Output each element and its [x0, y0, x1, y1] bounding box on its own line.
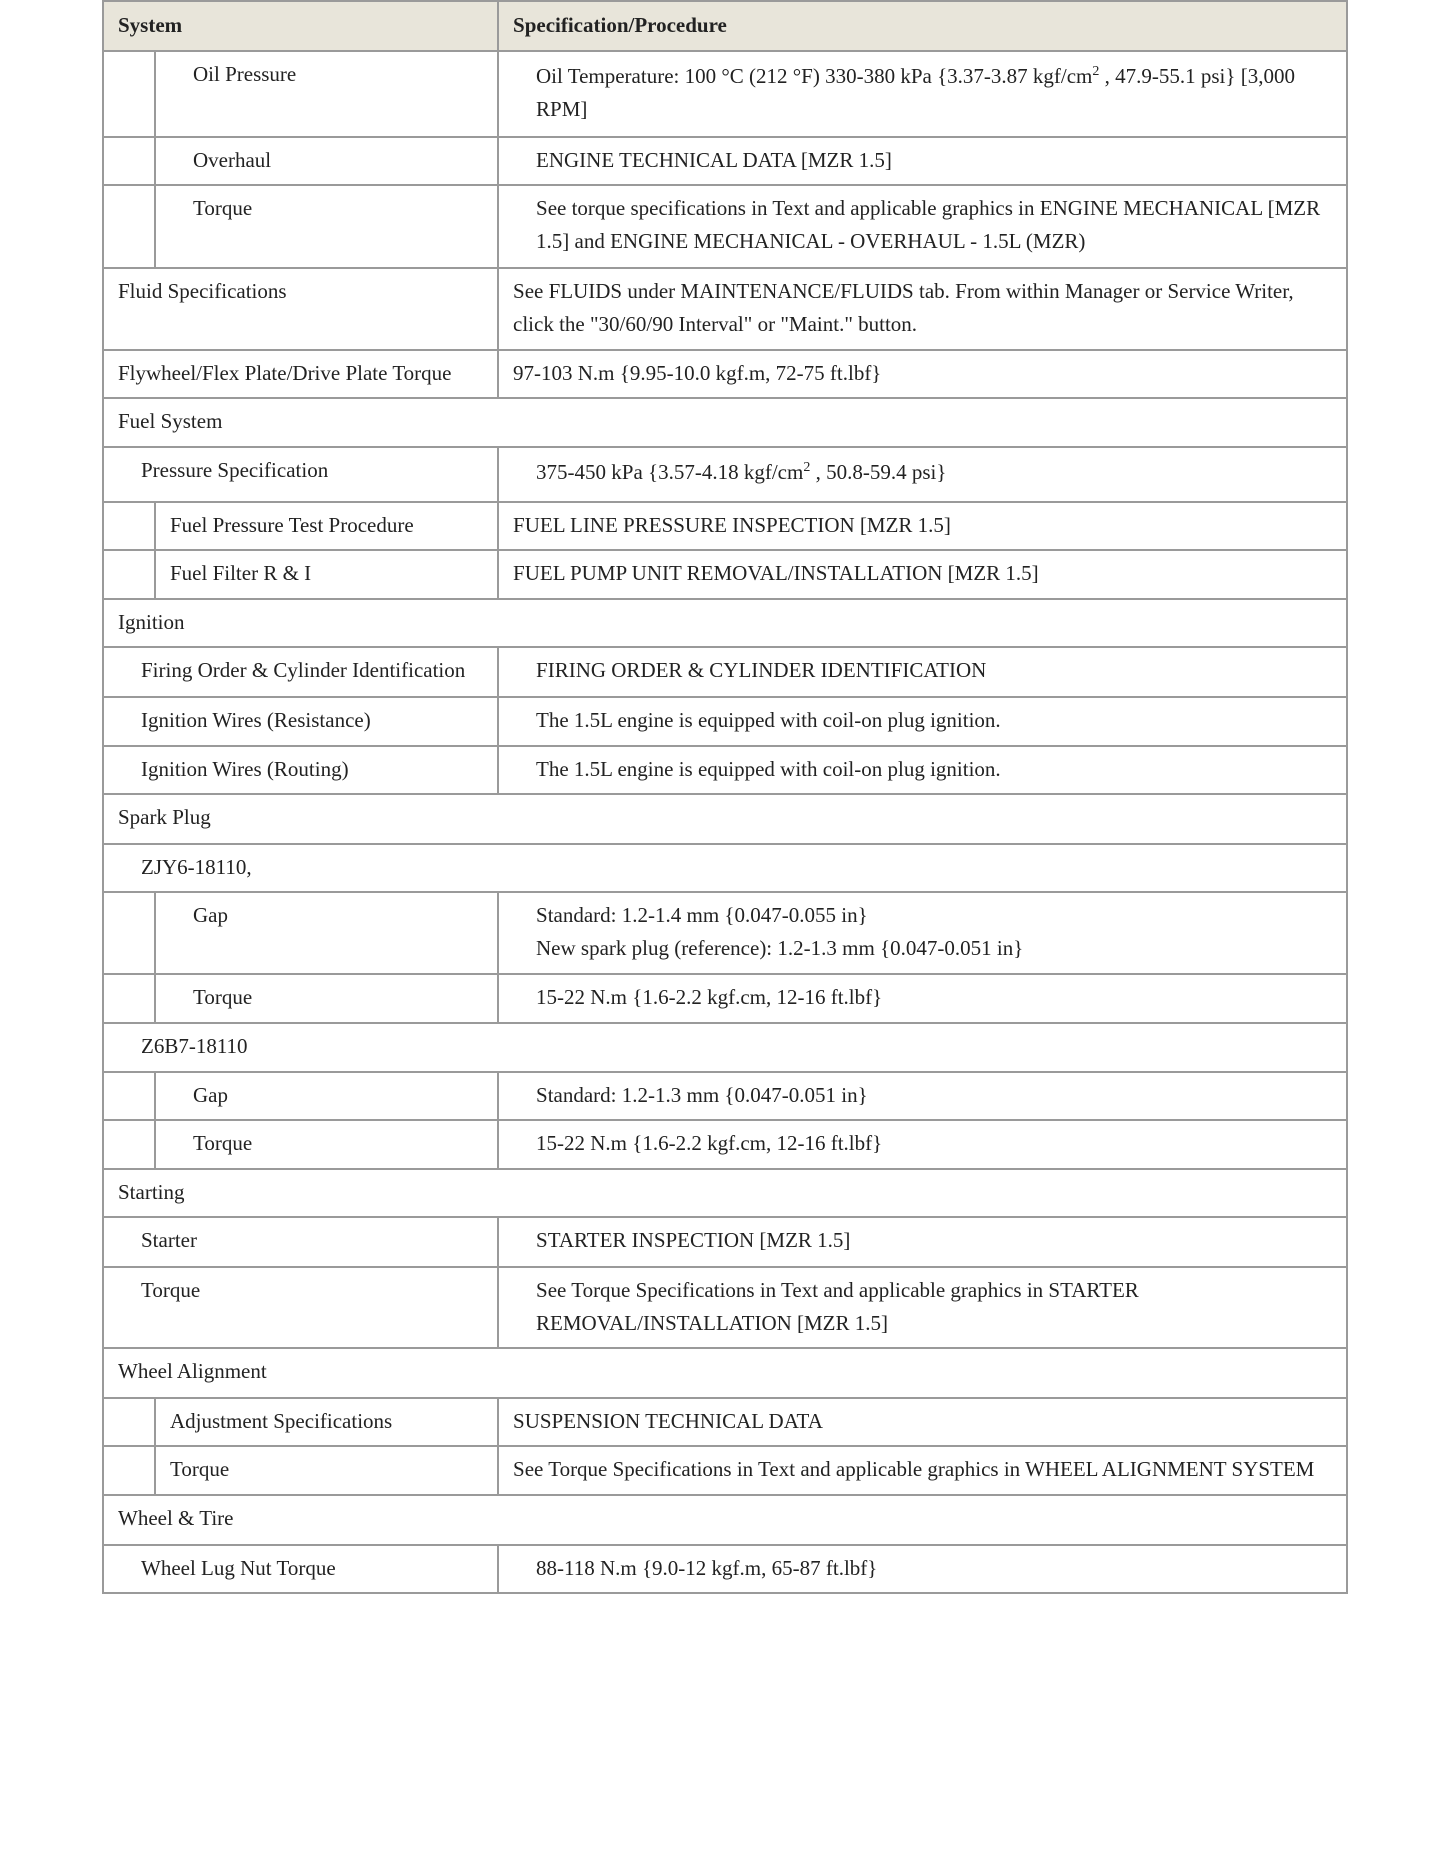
row-value: 97-103 N.m {9.95-10.0 kgf.m, 72-75 ft.lbf} [498, 350, 1347, 398]
table-row [103, 1267, 1347, 1348]
row-label: Torque [155, 1120, 498, 1169]
table-row [103, 892, 1347, 974]
row-value: The 1.5L engine is equipped with coil-on plug ignition. [498, 746, 1347, 794]
table-row [103, 447, 1347, 502]
section-title: Fuel System [103, 398, 1347, 447]
row-label: Ignition Wires (Routing) [103, 746, 498, 794]
indent-cell [103, 502, 155, 550]
row-value: The 1.5L engine is equipped with coil-on plug ignition. [498, 697, 1347, 746]
row-label: Fluid Specifications [103, 268, 498, 350]
subsection-title: ZJY6-18110, [103, 844, 1347, 892]
table-row [103, 1398, 1347, 1446]
row-value: Oil Temperature: 100 °C (212 °F) 330-380 kPa {3.37-3.87 kgf/$cm^2$ , 47.9-55.1 psi} [3,000 RPM] [498, 51, 1347, 137]
table-row [103, 974, 1347, 1023]
section-title: Spark Plug [103, 794, 1347, 844]
indent-cell [103, 1446, 155, 1495]
table-row [103, 1217, 1347, 1267]
row-label: Starter [103, 1217, 498, 1267]
row-label: Torque [155, 1446, 498, 1495]
indent-cell [103, 1120, 155, 1169]
row-label: Oil Pressure [155, 51, 498, 137]
row-value: See Torque Specifications in Text and applicable graphics in STARTER REMOVAL/INSTALLATION [MZR 1.5] [498, 1267, 1347, 1348]
indent-cell [103, 550, 155, 599]
row-value: 375-450 kPa {3.57-4.18 kgf/$cm^2$ , 50.8-59.4 psi} [498, 447, 1347, 502]
row-label: Fuel Pressure Test Procedure [155, 502, 498, 550]
row-value: FIRING ORDER & CYLINDER IDENTIFICATION [498, 647, 1347, 697]
subsection-title: Z6B7-18110 [103, 1023, 1347, 1072]
table-row [103, 1120, 1347, 1169]
row-label: Gap [155, 1072, 498, 1120]
specification-table [102, 0, 1348, 1594]
subsection-row [103, 844, 1347, 892]
row-value: ENGINE TECHNICAL DATA [MZR 1.5] [498, 137, 1347, 185]
row-label: Pressure Specification [103, 447, 498, 502]
table-row [103, 1446, 1347, 1495]
section-row [103, 398, 1347, 447]
table-row [103, 350, 1347, 398]
row-label: Gap [155, 892, 498, 974]
table-row [103, 268, 1347, 350]
row-label: Flywheel/Flex Plate/Drive Plate Torque [103, 350, 498, 398]
row-label: Overhaul [155, 137, 498, 185]
indent-cell [103, 974, 155, 1023]
row-value: 15-22 N.m {1.6-2.2 kgf.cm, 12-16 ft.lbf} [498, 974, 1347, 1023]
section-title: Starting [103, 1169, 1347, 1217]
section-title: Wheel Alignment [103, 1348, 1347, 1398]
table-row [103, 746, 1347, 794]
row-value: 15-22 N.m {1.6-2.2 kgf.cm, 12-16 ft.lbf} [498, 1120, 1347, 1169]
section-row [103, 1348, 1347, 1398]
section-title: Ignition [103, 599, 1347, 647]
header-system: System [103, 1, 498, 51]
section-row [103, 794, 1347, 844]
indent-cell [103, 185, 155, 268]
row-label: Fuel Filter R & I [155, 550, 498, 599]
row-label: Torque [155, 974, 498, 1023]
table-row [103, 185, 1347, 268]
indent-cell [103, 137, 155, 185]
indent-cell [103, 1398, 155, 1446]
table-row [103, 51, 1347, 137]
indent-cell [103, 51, 155, 137]
row-value: See torque specifications in Text and applicable graphics in ENGINE MECHANICAL [MZR 1.5] and ENGINE MECHANICAL - OVERHAUL - 1.5L (MZR) [498, 185, 1347, 268]
row-label: Torque [155, 185, 498, 268]
section-row [103, 1495, 1347, 1545]
indent-cell [103, 1072, 155, 1120]
row-label: Firing Order & Cylinder Identification [103, 647, 498, 697]
table-row [103, 1545, 1347, 1593]
row-value: FUEL PUMP UNIT REMOVAL/INSTALLATION [MZR 1.5] [498, 550, 1347, 599]
indent-cell [103, 892, 155, 974]
table-row [103, 550, 1347, 599]
row-label: Ignition Wires (Resistance) [103, 697, 498, 746]
row-label: Adjustment Specifications [155, 1398, 498, 1446]
subsection-row [103, 1023, 1347, 1072]
row-value: SUSPENSION TECHNICAL DATA [498, 1398, 1347, 1446]
row-value: See Torque Specifications in Text and applicable graphics in WHEEL ALIGNMENT SYSTEM [498, 1446, 1347, 1495]
table-row [103, 647, 1347, 697]
row-label: Torque [103, 1267, 498, 1348]
row-value: See FLUIDS under MAINTENANCE/FLUIDS tab. From within Manager or Service Writer, click the "30/60/90 Interval" or "Maint." button. [498, 268, 1347, 350]
header-specification: Specification/Procedure [498, 1, 1347, 51]
table-header-row [103, 1, 1347, 51]
table-row [103, 1072, 1347, 1120]
row-value: 88-118 N.m {9.0-12 kgf.m, 65-87 ft.lbf} [498, 1545, 1347, 1593]
section-row [103, 1169, 1347, 1217]
row-value: Standard: 1.2-1.3 mm {0.047-0.051 in} [498, 1072, 1347, 1120]
section-row [103, 599, 1347, 647]
table-row [103, 697, 1347, 746]
table-row [103, 502, 1347, 550]
row-value: Standard: 1.2-1.4 mm {0.047-0.055 in} New spark plug (reference): 1.2-1.3 mm {0.047-0.051 in} [498, 892, 1347, 974]
table-row [103, 137, 1347, 185]
row-value: FUEL LINE PRESSURE INSPECTION [MZR 1.5] [498, 502, 1347, 550]
row-value: STARTER INSPECTION [MZR 1.5] [498, 1217, 1347, 1267]
section-title: Wheel & Tire [103, 1495, 1347, 1545]
row-label: Wheel Lug Nut Torque [103, 1545, 498, 1593]
